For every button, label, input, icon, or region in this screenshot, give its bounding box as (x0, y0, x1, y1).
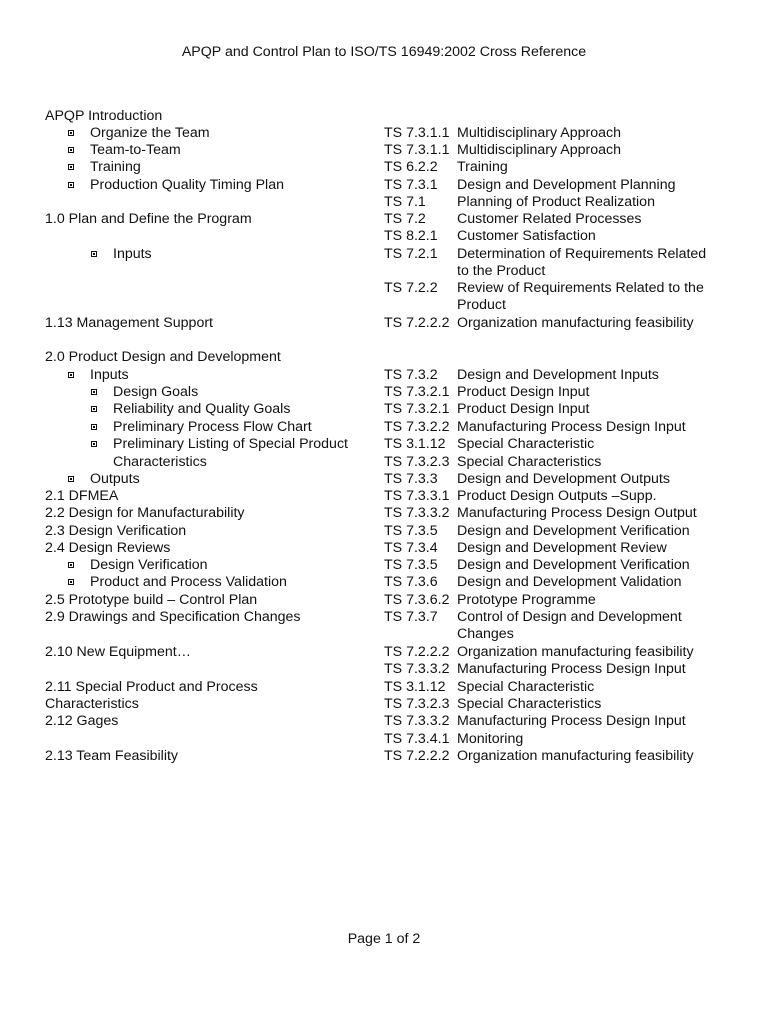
section-heading: 2.9 Drawings and Specification Changes (45, 609, 301, 625)
list-item: Preliminary Listing of Special Product (113, 436, 348, 452)
ts-clause-title: Special Characteristic (457, 679, 595, 695)
list-item: Inputs (113, 246, 152, 262)
ts-clause-code: TS 7.3.2 (384, 367, 438, 383)
ts-clause-title: Organization manufacturing feasibility (457, 748, 694, 764)
list-item: Outputs (90, 471, 140, 487)
ts-clause-title: Design and Development Planning (457, 177, 676, 193)
ts-clause-title: Customer Related Processes (457, 211, 642, 227)
list-item: Organize the Team (90, 125, 210, 141)
ts-clause-code: TS 7.2.1 (384, 246, 438, 262)
ts-clause-title: Review of Requirements Related to the (457, 280, 704, 296)
ts-clause-title: Special Characteristic (457, 436, 595, 452)
ts-clause-title-continuation: Product (457, 297, 506, 313)
ts-clause-title: Monitoring (457, 731, 524, 747)
ts-clause-code: TS 7.3.5 (384, 523, 438, 539)
ts-clause-code: TS 3.1.12 (384, 436, 446, 452)
bullet-icon (68, 130, 74, 136)
ts-clause-code: TS 7.3.2.3 (384, 454, 450, 470)
ts-clause-title: Product Design Input (457, 384, 590, 400)
bullet-icon (68, 372, 74, 378)
bullet-icon (68, 562, 74, 568)
list-item-continuation: Characteristics (113, 454, 207, 470)
ts-clause-code: TS 8.2.1 (384, 228, 438, 244)
list-item: Inputs (90, 367, 129, 383)
bullet-icon (91, 424, 97, 430)
ts-clause-code: TS 7.2 (384, 211, 426, 227)
ts-clause-code: TS 7.3.6 (384, 574, 438, 590)
list-item: Product and Process Validation (90, 574, 287, 590)
bullet-icon (68, 147, 74, 153)
ts-clause-title: Design and Development Outputs (457, 471, 670, 487)
section-heading: 1.0 Plan and Define the Program (45, 211, 252, 227)
ts-clause-title: Organization manufacturing feasibility (457, 315, 694, 331)
bullet-icon (68, 579, 74, 585)
ts-clause-title: Manufacturing Process Design Input (457, 661, 686, 677)
list-item: Production Quality Timing Plan (90, 177, 284, 193)
ts-clause-title: Manufacturing Process Design Output (457, 505, 697, 521)
list-item: Reliability and Quality Goals (113, 401, 291, 417)
ts-clause-title: Control of Design and Development (457, 609, 682, 625)
ts-clause-code: TS 7.3.2.3 (384, 696, 450, 712)
section-heading: 2.5 Prototype build – Control Plan (45, 592, 258, 608)
ts-clause-title: Determination of Requirements Related (457, 246, 707, 262)
ts-clause-code: TS 7.3.3.2 (384, 713, 450, 729)
ts-clause-code: TS 7.2.2.2 (384, 748, 450, 764)
ts-clause-title: Organization manufacturing feasibility (457, 644, 694, 660)
ts-clause-title: Product Design Outputs –Supp. (457, 488, 657, 504)
section-heading: 2.13 Team Feasibility (45, 748, 179, 764)
ts-clause-title: Planning of Product Realization (457, 194, 655, 210)
section-heading: 1.13 Management Support (45, 315, 213, 331)
ts-clause-title: Special Characteristics (457, 454, 602, 470)
ts-clause-code: TS 3.1.12 (384, 679, 446, 695)
section-heading: 2.3 Design Verification (45, 523, 187, 539)
ts-clause-code: TS 7.2.2.2 (384, 315, 450, 331)
ts-clause-title: Multidisciplinary Approach (457, 125, 622, 141)
document-title: APQP and Control Plan to ISO/TS 16949:2002 Cross Reference (181, 44, 587, 60)
bullet-icon (91, 389, 97, 395)
bullet-icon (91, 441, 97, 447)
ts-clause-title: Special Characteristics (457, 696, 602, 712)
ts-clause-code: TS 7.3.4.1 (384, 731, 450, 747)
section-heading: 2.10 New Equipment… (45, 644, 191, 660)
ts-clause-title: Design and Development Review (457, 540, 667, 556)
ts-clause-title-continuation: to the Product (457, 263, 546, 279)
bullet-icon (91, 406, 97, 412)
bullet-icon (68, 182, 74, 188)
ts-clause-code: TS 7.3.2.2 (384, 419, 450, 435)
ts-clause-code: TS 7.3.3.1 (384, 488, 450, 504)
section-heading: 2.12 Gages (45, 713, 119, 729)
ts-clause-code: TS 7.3.1.1 (384, 142, 450, 158)
ts-clause-title: Design and Development Inputs (457, 367, 659, 383)
ts-clause-title: Customer Satisfaction (457, 228, 596, 244)
ts-clause-code: TS 7.3.3.2 (384, 661, 450, 677)
ts-clause-title: Design and Development Verification (457, 523, 690, 539)
section-heading-continuation: Characteristics (45, 696, 139, 712)
ts-clause-code: TS 7.2.2.2 (384, 644, 450, 660)
ts-clause-title: Training (457, 159, 508, 175)
ts-clause-title: Design and Development Validation (457, 574, 682, 590)
list-item: Design Verification (90, 557, 208, 573)
section-heading: 2.4 Design Reviews (45, 540, 171, 556)
section-heading: 2.2 Design for Manufacturability (45, 505, 245, 521)
list-item: Team-to-Team (90, 142, 181, 158)
bullet-icon (68, 476, 74, 482)
ts-clause-title: Manufacturing Process Design Input (457, 419, 686, 435)
ts-clause-code: TS 6.2.2 (384, 159, 438, 175)
ts-clause-code: TS 7.3.3 (384, 471, 438, 487)
list-item: Design Goals (113, 384, 199, 400)
ts-clause-code: TS 7.3.2.1 (384, 401, 450, 417)
bullet-icon (68, 164, 74, 170)
ts-clause-title: Multidisciplinary Approach (457, 142, 622, 158)
apqp-introduction: APQP Introduction (45, 108, 163, 124)
ts-clause-code: TS 7.3.4 (384, 540, 438, 556)
ts-clause-code: TS 7.3.7 (384, 609, 438, 625)
ts-clause-title: Manufacturing Process Design Input (457, 713, 686, 729)
section-heading: 2.0 Product Design and Development (45, 349, 281, 365)
ts-clause-code: TS 7.3.1 (384, 177, 438, 193)
ts-clause-code: TS 7.3.6.2 (384, 592, 450, 608)
ts-clause-title: Design and Development Verification (457, 557, 690, 573)
ts-clause-code: TS 7.3.3.2 (384, 505, 450, 521)
ts-clause-code: TS 7.3.5 (384, 557, 438, 573)
ts-clause-code: TS 7.3.2.1 (384, 384, 450, 400)
ts-clause-code: TS 7.3.1.1 (384, 125, 450, 141)
list-item: Training (90, 159, 141, 175)
section-heading: 2.11 Special Product and Process (45, 679, 258, 695)
ts-clause-code: TS 7.1 (384, 194, 426, 210)
section-heading: 2.1 DFMEA (45, 488, 119, 504)
bullet-icon (91, 251, 97, 257)
ts-clause-title: Prototype Programme (457, 592, 596, 608)
ts-clause-title: Product Design Input (457, 401, 590, 417)
ts-clause-code: TS 7.2.2 (384, 280, 438, 296)
ts-clause-title-continuation: Changes (457, 626, 514, 642)
page-number: Page 1 of 2 (347, 931, 421, 947)
list-item: Preliminary Process Flow Chart (113, 419, 312, 435)
